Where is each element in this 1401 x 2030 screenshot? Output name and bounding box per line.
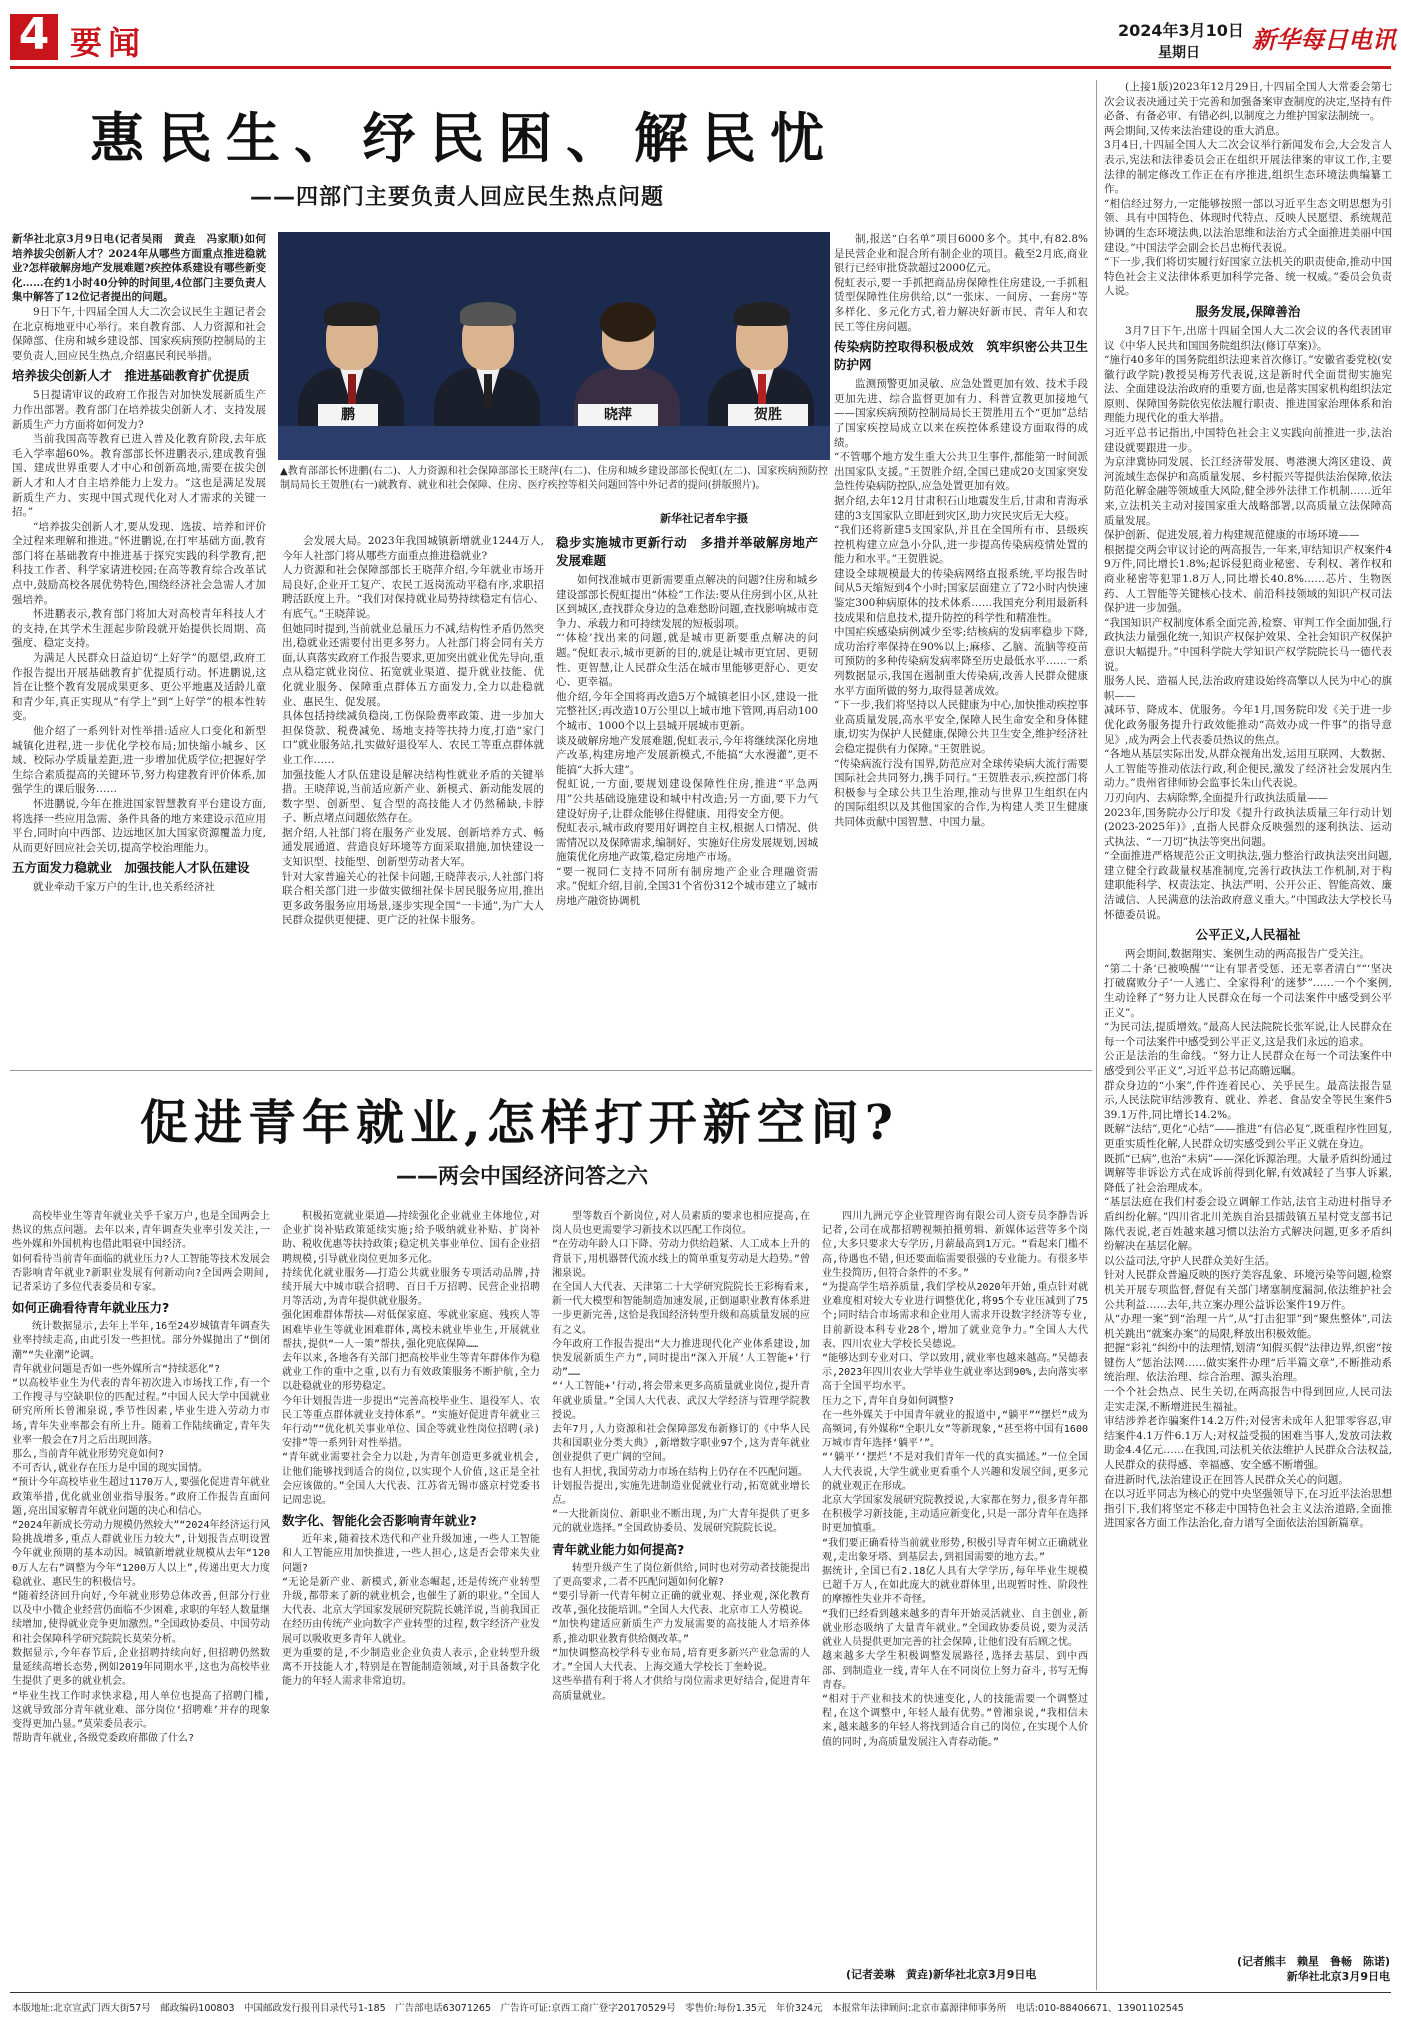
photo-caption: ▲教育部部长怀进鹏(右二)、人力资源和社会保障部部长王晓萍(右二)、住房和城乡建设部部长倪虹(左二)、国家疾病预防控制局局长王贺胜(右一)就教育、就业和社会保障、住房、医疗疾控等相关问题回答中外记者的提问(拼版照片)。: [280, 466, 828, 491]
article1-paragraph: “培养拔尖创新人才,要从发现、选拔、培养和评价全过程来理解和推进。”怀进鹏说,在打牢基础方面,教育部门将在基础教育中推进基于探究实践的科学教育,把科技工作者、科学家请进校园;在高等教育综合改革试点中,鼓励高校各展优势特色,围绕经济社会急需人才加强培养。: [12, 520, 266, 606]
article2-column-3: [552, 1210, 810, 1980]
article1-paragraph: 5日提请审议的政府工作报告对加快发展新质生产力作出部署。教育部门在培养拔尖创新人才、支持发展新质生产力方面将如何发力?: [12, 389, 266, 431]
footer-imprint: 本版地址:北京宣武门西大街57号 邮政编码100803 中国邮政发行报刊目录代号1-185 广告部电话63071265 广告许可证:京西工商广登字20170529号 零售价:每份1.35元 年价324元 本报常年法律顾问:北京市嘉源律师事务所 电话:010-88406671、13901102545: [12, 2003, 1184, 2014]
article2-column-1: [12, 1210, 270, 1980]
section-name: 要闻: [70, 24, 147, 62]
article2-column-2-body: 积极拓宽就业渠道——持续强化企业就业主体地位,对企业扩岗补贴政策延续实施;给予吸纳就业补贴、扩岗补助、税收优惠等扶持政策;稳定机关事业单位、国有企业招聘规模,引导就业岗位更加多元化。 持续优化就业服务——打造公共就业服务专项活动品牌,持续开展大中城市联合招聘、百日千万招聘、民营企业招聘月等活动,为青年提供就业服务。 强化困难群体帮扶——对低保家庭、零就业家庭、残疾人等困难毕业生等就业困难群体,离校未就业毕业生,开展就业帮扶,提供“一人一策”帮扶,强化兜底保障…… 去年以来,各地各有关部门把高校毕业生等青年群体作为稳就业工作的重中之重,以有力有效政策服务不断护航,全力以赴稳就业的形势稳定。 今年计划报告进一步提出“完善高校毕业生、退役军人、农民工等重点群体就业支持体系”。“实施好促进青年就业三年行动”“优化机关事业单位、国企等就业性岗位招聘(录)安排”等一系列针对性举措。 “青年就业需要社会全力以赴,为青年创造更多就业机会,让他们能够找到适合的岗位,以实现个人价值,这正是全社会应该做的。”全国人大代表、江苏省无锡市盛京村党委书记周忠说。: [282, 1211, 540, 1507]
article1-column-2: 会发展大局。2023年我国城镇新增就业1244万人,今年人社部门将从哪些方面重点推进稳就业? 人力资源和社会保障部部长王晓萍介绍,今年就业市场开局良好,企业开工复产、农民工返岗流动平稳有序,求职招聘活跃度上升。“我们对保持就业局势持续稳定有信心、有底气。”王晓萍说。 但她同时提到,当前就业总量压力不减,结构性矛盾仍然突出,稳就业还需要付出更多努力。人社部门将会同有关方面,认真落实政府工作报告要求,更加突出就业优先导向,重点从稳定就业岗位、拓宽就业渠道、提升就业技能、优化就业服务、保障重点群体五方面发力,全力以赴稳就业、惠民生、促发展。 具体包括持续减负稳岗,工伤保险费率政策、进一步加大担保贷款、税费减免、场地支持等扶持力度,打造“家门口”就业服务站,扎实做好退役军人、农民工等重点群体就业工作…… 加强技能人才队伍建设是解决结构性就业矛盾的关键举措。王晓萍说,当前适应新产业、新模式、新动能发展的数字型、创新型、复合型的高技能人才仍然稀缺,卡脖子、断点堵点问题依然存在。 据介绍,人社部门将在服务产业发展、创新培养方式、畅通发展通道、营造良好环境等方面采取措施,加快建设一支知识型、技能型、创新型劳动者大军。 针对大家普遍关心的社保卡问题,王晓萍表示,人社部门将联合相关部门进一步做实做细社保卡居民服务应用,推出更多政务服务应用场景,逐步实现全国“一卡通”,为广大人民群众提供更便捷、更广泛的社保卡服务。: [282, 535, 544, 927]
photo-desk: [278, 426, 830, 460]
article1-paragraph: 怀进鹏表示,教育部门将加大对高校青年科技人才的支持,在其学术生涯起步阶段就开始提供长周期、高强度、稳定支持。: [12, 608, 266, 650]
article1-column-4: [834, 232, 1088, 1062]
article2-subheading: 青年就业能力如何提高?: [552, 1541, 685, 1557]
photo-credit: 新华社记者牟宇摄: [660, 512, 748, 525]
article-divider: [10, 1070, 1092, 1071]
article3-subheading: 服务发展,保障善治: [1195, 303, 1301, 319]
article1-paragraph: 就业牵动千家万户的生计,也关系经济社: [33, 881, 215, 894]
article1-paragraph: 9日下午,十四届全国人大二次会议民生主题记者会在北京梅地亚中心举行。来自教育部、人力资源和社会保障部、住房和城乡建设部、国家疾病预防控制局的主要负责人,回应民生热点,介绍惠民利民举措。: [12, 305, 266, 362]
article2-column-3-body: 型等数百个新岗位,对人员素质的要求也相应提高,在岗人员也更需要学习新技术以匹配工作岗位。 “在劳动年龄人口下降、劳动力供给趋紧、人工成本上升的背景下,用机器替代流水线上的简单重复劳动是大趋势。”曾湘泉说。 在全国人大代表、天津第二十大学研究院院长王彩梅看来,新一代大模型和智能制造加速发展,正倒逼职业教育体系进一步更新完善,这恰是我国经济转型升级和高质量发展的应有之义。 今年政府工作报告提出“大力推进现代化产业体系建设,加快发展新质生产力”,同时提出“深入开展‘人工智能+’行动”…… “‘人工智能+’行动,将会带来更多高质量就业岗位,提升青年就业质量。”全国人大代表、武汉大学经济与管理学院教授说。 去年7月,人力资源和社会保障部发布新修订的《中华人民共和国职业分类大典》,新增数字职业97个,这为青年就业创业提供了更广阔的空间。 也有人担忧,我国劳动力市场在结构上仍存在不匹配问题。 计划报告提出,实施先进制造业促就业行动,拓宽就业增长点。 “一大批新岗位、新职业不断出现,为广大青年提供了更多元的就业选择。”全国政协委员、发展研究院院长说。: [552, 1211, 810, 1535]
footer-rule: [10, 1992, 1391, 1993]
article1-column-3: [556, 534, 818, 1062]
article2-column-3-body-2: 转型升级产生了岗位新供给,同时也对劳动者技能提出了更高要求,二者不匹配问题如何化解? “要引导新一代青年树立正确的就业观、择业观,深化教育改革,强化技能培训。”全国人大代表、北京市工人劳模说。 “加快构建适应新质生产力发展需要的高技能人才培养体系,推动职业教育供给侧改革。” “加快调整高校学科专业布局,培育更多新兴产业急需的人才。”全国人大代表、上海交通大学校长丁奎岭说。 这些举措有利于将人才供给与岗位需求更好结合,促进青年高质量就业。: [552, 1562, 810, 1702]
article2-column-4: [822, 1210, 1088, 1966]
article1-column-3-body: 如何找准城市更新需要重点解决的问题?住房和城乡建设部部长倪虹提出“体检”工作法:要从住房到小区,从社区到城区,查找群众身边的急难愁盼问题,查找影响城市竞争力、承载力和可持续发展的短板弱项。 “‘体检’找出来的问题,就是城市更新要重点解决的问题。”倪虹表示,城市更新的目的,就是让城市更宜居、更韧性、更智慧,让人民群众生活在城市里能够更舒心、更安心、更幸福。 他介绍,今年全国将再改造5万个城镇老旧小区,建设一批完整社区;再改造10万公里以上城市地下管网,再启动100个城市、1000个以上县城开展城市更新。 谈及破解房地产发展难题,倪虹表示,今年将继续深化房地产改革,构建房地产发展新模式,不能搞“大水漫灌”,更不能搞“大拆大建”。 倪虹说,一方面,要规划建设保障性住房,推进“平急两用”公共基础设施建设和城中村改造;另一方面,要下力气建设好房子,让群众能够住得健康、用得安全方便。 倪虹表示,城市政府要用好调控自主权,根据人口情况、供需情况以及保障需求,编制好、实施好住房发展规划,因城施策优化房地产政策,稳定房地产市场。 “要一视同仁支持不同所有制房地产企业合理融资需求。”倪虹介绍,目前,全国31个省份312个城市建立了城市房地产融资协调机: [556, 574, 818, 908]
article2-column-4-body: 四川九洲元亨企业管理咨询有限公司人资专员李静告诉记者,公司在成都招聘视频拍摄剪辑、新媒体运营等多个岗位,大多只要求大专学历,月薪最高到1万元。“看起来门槛不高,待遇也不错,但还要面临需要很强的专业能力。有很多毕业生投简历,但符合条件的不多。” “为提高学生培养质量,我们学校从2020年开始,重点针对就业难度相对较大专业进行调整优化,将95个专业压减到了75个;同时结合市场需求和企业用人需求开设数字经济等专业,目前新设本科专业28个,增加了就业竞争力。”全国人大代表、四川农业大学校长吴德说。 “能够达到专业对口、学以致用,就业率也越来越高。”吴德表示,2023年四川农业大学毕业生就业率达到90%,去向落实率高于全国平均水平。 压力之下,青年自身如何调整? 在一些外媒关于中国青年就业的报道中,“躺平”“摆烂”成为高频词,有外媒称“全职儿女”等新现象,“甚至将中国有1600万城市青年选择‘躺平’”。 “‘躺平’‘摆烂’不是对我们青年一代的真实描述。”一位全国人大代表说,大学生就业更看重个人兴趣和发展空间,更多元的就业观正在形成。 北京大学国家发展研究院教授说,大家都在努力,很多青年都在积极学习新技能,主动适应新变化,只是一部分青年在选择时更加慎重。 “我们要正确看待当前就业形势,积极引导青年树立正确就业观,走出象牙塔、到基层去,到祖国需要的地方去。” 据统计,全国已有2.18亿人具有大学学历,每年毕业生规模已超千万人,在如此庞大的就业群体里,出现暂时性、阶段性的摩擦性失业并不奇怪。 “我们已经看到越来越多的青年开始灵活就业、自主创业,新就业形态吸纳了大量青年就业。”全国政协委员说,要为灵活就业人员提供更加完善的社会保障,让他们没有后顾之忧。 越来越多大学生积极调整发展路径,选择去基层、到中西部、到制造业一线,青年人在不同岗位上努力奋斗,书写无悔青春。 “相对于产业和技术的快速变化,人的技能需要一个调整过程,在这个调整中,年轻人最有优势。”曾湘泉说,“我相信未来,越来越多的年轻人将找到适合自己的岗位,在实现个人价值的同时,为高质量发展注入青春动能。”: [822, 1211, 1088, 1748]
article3-byline: (记者熊丰 赖星 鲁畅 陈诺) 新华社北京3月9日电: [1236, 1955, 1390, 1983]
article3-column: [1104, 80, 1392, 1950]
article3-subheading: 公平正义,人民福祉: [1195, 927, 1301, 943]
article3-body: (上接1版)2023年12月29日,十四届全国人大常委会第七次会议表决通过关于完善和加强备案审查制度的决定,坚持有件必备、有备必审、有错必纠,以制度之力维护国家法制统一。 两会期间,又传来法治建设的重大消息。 3月4日,十四届全国人大二次会议举行新闻发布会,大会发言人表示,宪法和法律委员会正在组织开展法律案的审议工作,主要法律的制定修改工作正在有序推进,组织生态环境法典编纂工作。 “相信经过努力,一定能够按照一部以习近平生态文明思想为引领、具有中国特色、体现时代特点、反映人民愿望、系统规范协调的生态环境法典,以法治思维和法治方式全面推进美丽中国建设。”中国法学会副会长吕忠梅代表说。 “下一步,我们将切实履行好国家立法机关的职责使命,推动中国特色社会主义法律体系更加科学完备、统一权威。”委员会负责人说。: [1104, 81, 1392, 298]
article1-subheading: 传染病防控取得积极成效 筑牢织密公共卫生防护网: [834, 339, 1088, 373]
nameplate-2: 晓萍: [578, 404, 658, 426]
article2-column-2: [282, 1210, 540, 1980]
nameplate-3: 贺胜: [728, 404, 808, 426]
brand-logo: 新华每日电讯: [1252, 25, 1396, 54]
article1-column-4-body: 制,报送“白名单”项目6000多个。其中,有82.8%是民营企业和混合所有制企业的项目。截至2月底,商业银行已经审批贷款超过2000亿元。 倪虹表示,要一手抓把商品房保障性住房建设,一手抓租赁型保障性住房供给,以“一张床、一间房、一套房”等多样化、多元化方式,着力解决好新市民、青年人和农民工等住房问题。: [834, 233, 1088, 333]
article3-body-3: 两会期间,数据翔实、案例生动的两高报告广受关注。 “第二十条‘已被唤醒’”“让有罪者受惩、还无辜者清白”“‘坚决打破腐败分子‘一人逃亡、全家得利’的迷梦”……一个个案例,生动诠释了“努力让人民群众在每一个司法案件中感受到公平正义”。 “为民司法,提质增效。”最高人民法院院长张军说,让人民群众在每一个司法案件中感受到公平正义,这是我们永远的追求。 公正是法治的生命线。“努力让人民群众在每一个司法案件中感受到公平正义”,习近平总书记高瞻远瞩。 群众身边的“小案”,件件连着民心、关乎民生。最高法报告显示,人民法院审结涉教育、就业、养老、食品安全等民生案件539.1万件,同比增长14.2%。 既解“法结”,更化“心结”——推进“有信必复”,既重程序性回复,更重实质性化解,人民群众切实感受到公平正义就在身边。 既抓“已病”,也治“未病”——深化诉源治理。大量矛盾纠纷通过调解等非诉讼方式在成诉前得到化解,有效减轻了当事人诉累,降低了社会治理成本。 “基层法庭在我们村委会设立调解工作站,法官主动进村指导矛盾纠纷化解。”四川省北川羌族自治县擂鼓镇五星村党支部书记陈代表说,老百姓越来越习惯以法治方式解决问题,更多矛盾纠纷解决在基层化解。 以公益司法,守护人民群众美好生活。 针对人民群众普遍反映的医疗美容乱象、环境污染等问题,检察机关开展专项监督,督促有关部门堵塞制度漏洞,依法维护社会公共利益……去年,共立案办理公益诉讼案件19万件。 从“办理一案”到“治理一片”,从“打击犯罪”到“聚焦整体”,司法机关跳出“就案办案”的局限,释放出积极效能。 把握“彩礼”纠纷中的法理情,划清“知假买假”法律边界,织密“按键伤人”惩治法网……做实案件办理“后半篇文章”,不断推动系统治理、依法治理、综合治理、源头治理。 一个个社会热点、民生关切,在两高报告中得到回应,人民司法走实走深,不断增进民生福祉。 审结涉养老诈骗案件14.2万件;对侵害未成年人犯罪零容忍,审结案件4.1万件6.1万人;对权益受损的困难当事人,发放司法救助金4.4亿元……在我国,司法机关依法维护人民群众合法权益,人民群众的获得感、幸福感、安全感不断增强。 奋进新时代,法治建设正在回答人民群众关心的问题。 在以习近平同志为核心的党中央坚强领导下,在习近平法治思想指引下,我们将坚定不移走中国特色社会主义法治道路,全面推进国家各方面工作法治化,奋力谱写全面依法治国新篇章。: [1104, 948, 1392, 1530]
article1-headline: 惠民生、纾民困、解民忧: [90, 106, 838, 170]
article2-column-2-body-2: 近年来,随着技术迭代和产业升级加速,一些人工智能和人工智能应用加快推进,一些人担心,这是否会带来失业问题? “无论是新产业、新模式,新业态崛起,还是传统产业转型升级,都带来了新的就业机会,也催生了新的职业。”全国人大代表、北京大学国家发展研究院院长姚洋说,当前我国正在经历由传统产业向数字产业转型的过程,数字经济产业发展可以吸收更多青年人就业。 更为重要的是,不少制造业企业负责人表示,企业转型升级离不开技能人才,特别是在智能制造领域,对于具备数字化能力的年轻人需求非常迫切。: [282, 1534, 540, 1688]
column-divider: [1096, 80, 1097, 1990]
article1-subtitle: ——四部门主要负责人回应民生热点问题: [250, 185, 665, 210]
article2-lead: 高校毕业生等青年就业关乎千家万户,也是全国两会上热议的焦点问题。去年以来,青年调查失业率引发关注,一些外媒和外国机构也借此唱衰中国经济。 如何看待当前青年面临的就业压力?人工智能等技术发展会否影响青年就业?新职业发展有何新动向?全国两会期间,记者采访了多位代表委员和专家。: [12, 1211, 270, 1294]
article1-subheading: 五方面发力稳就业 加强技能人才队伍建设: [12, 860, 250, 876]
article1-paragraph: 怀进鹏说,今年在推进国家智慧教育平台建设方面,将选择一些应用急需、条件具备的地方来建设示范应用平台,同时向中西部、边远地区加大国家资源覆盖力度,从而更好回应社会关切,提高学校治理能力。: [12, 797, 266, 854]
article2-headline: 促进青年就业,怎样打开新空间?: [140, 1095, 899, 1151]
press-conference-photo: [278, 232, 830, 460]
article3-body-2: 3月7日下午,出席十四届全国人大二次会议的各代表团审议《中华人民共和国国务院组织法(修订草案)》。 “施行40多年的国务院组织法迎来首次修订。”安徽省委党校(安徽行政学院)教授吴梅芳代表说,这是新时代全面贯彻实施宪法、全面建设法治政府的重要方面,也是落实国家机构组织法定原则、保障国务院依宪依法履行职责、推进国家治理体系和治理能力现代化的重大举措。 习近平总书记指出,中国特色社会主义实践向前推进一步,法治建设就要跟进一步。 为京津冀协同发展、长江经济带发展、粤港澳大湾区建设、黄河流域生态保护和高质量发展、乡村振兴等提供法治保障,依法防范化解金融等领域重大风险,健全涉外法律工作机制……近年来,立法机关主动对接国家重大战略部署,以高质量立法保障高质量发展。 保护创新、促进发展,着力构建规范健康的市场环境—— 根据提交两会审议讨论的两高报告,一年来,审结知识产权案件49万件,同比增长1.8%;起诉侵犯商业秘密、专利权、著作权和商业秘密等犯罪1.8万人,同比增长40.8%……芯片、生物医药、人工智能等关键核心技术、前沿科技领域的知识产权司法保护进一步加强。 “我国知识产权制度体系全面完善,检察、审判工作全面加强,行政执法力量强化统一,知识产权保护效果、全社会知识产权保护意识大幅提升。”中国科学院大学知识产权学院院长马一德代表说。 服务人民、造福人民,法治政府建设始终高擎以人民为中心的旗帜—— 减环节、降成本、优服务。今年1月,国务院印发《关于进一步优化政务服务提升行政效能推动“高效办成一件事”的指导意见》,成为两会上代表委员热议的焦点。 “各地从基层实际出发,从群众视角出发,运用互联网、大数据、人工智能等推动依法行政,利企便民,激发了经济社会发展内生动力。”贵州省律师协会监事长朱山代表说。 刀刃向内、去病除弊,全面提升行政执法质量—— 2023年,国务院办公厅印发《提升行政执法质量三年行动计划(2023-2025年)》,直指人民群众反映强烈的逐利执法、运动式执法、“一刀切”执法等突出问题。 “全面推进严格规范公正文明执法,强力整治行政执法突出问题,建立健全行政裁量权基准制度,完善行政执法工作机制,对于构建职能科学、权责法定、执法严明、公开公正、智能高效、廉洁诚信、人民满意的法治政府意义重大。”中国政法大学校长马怀德委员说。: [1104, 324, 1392, 921]
article2-subheading: 数字化、智能化会否影响青年就业?: [282, 1513, 477, 1529]
article1-column-4-body-2: 监测预警更加灵敏、应急处置更加有效、技术手段更加先进、综合监督更加有力、科普宣教更加接地气——国家疾病预防控制局局长王贺胜用五个“更加”总结了国家疾控局成立以来在疾控体系建设方面取得的成绩。 “不管哪个地方发生重大公共卫生事件,都能第一时间派出国家队支援。”王贺胜介绍,全国已建成20支国家突发急性传染病防控队,应急处置更加有效。 据介绍,去年12月甘肃积石山地震发生后,甘肃和青海承建的3支国家队立即赶到灾区,助力灾民灾后无大疫。 “我们还将新建5支国家队,并且在全国所有市、县级疾控机构建立应急小分队,进一步提高传染病疫情处置的能力和水平。”王贺胜说。 建设全球规模最大的传染病网络直报系统,平均报告时间从5天缩短到4个小时;国家层面建立了72小时内快速鉴定300种病原体的技术体系……我国充分利用最新科技成果和信息技术,提升防控的科学性和精准性。 中国疟疾感染病例减少至零;结核病的发病率稳步下降,成功治疗率保持在90%以上;麻疹、乙脑、流脑等疫苗可预防的多种传染病发病率降至历史最低水平……一系列数据显示,我国在遏制重大传染病,改善人民群众健康水平方面所做的努力,取得显著成效。 “下一步,我们将坚持以人民健康为中心,加快推动疾控事业高质量发展,高水平安全,保障人民生命安全和身体健康,切实为保护人民健康,保障公共卫生安全,维护经济社会稳定提供有力保障。”王贺胜说。 “传染病流行没有国界,防范应对全球传染病大流行需要国际社会共同努力,携手同行。”王贺胜表示,疾控部门将积极参与全球公共卫生治理,推动与世界卫生组织在内的国际组织以及其他国家的合作,为构建人类卫生健康共同体贡献中国智慧、中国力量。: [834, 378, 1088, 828]
article1-paragraph: 当前我国高等教育已进入普及化教育阶段,去年底毛入学率超60%。教育部部长怀进鹏表示,建成教育强国、建成世界重要人才中心和创新高地,需要在拔尖创新人才和人才自主培养能力上发力。“这也是满足发展新质生产力、实现中国式现代化对人才需求的关键一招。”: [12, 433, 266, 519]
article1-subheading: 培养拔尖创新人才 推进基础教育扩优提质: [12, 368, 250, 384]
article1-paragraph: 他介绍了一系列针对性举措:适应人口变化和新型城镇化进程,进一步优化学校布局;加快缩小城乡、区域、校际办学质量差距,进一步增加优质学位;把握好学生综合素质提高的关键环节,努力构建教育评价体系,加强学生的课后服务……: [12, 725, 266, 796]
issue-date: 2024年3月10日: [1118, 21, 1244, 40]
issue-weekday: 星期日: [1158, 45, 1200, 61]
header-rule: [10, 66, 1391, 69]
article2-byline: (记者姜琳 黄垚)新华社北京3月9日电: [846, 1968, 1037, 1981]
nameplate-1: 鹏: [318, 404, 378, 426]
article1-lead: 新华社北京3月9日电(记者吴雨 黄垚 冯家顺)如何培养拔尖创新人才？2024年从哪些方面重点推进稳就业?怎样破解房地产发展难题?疾控体系建设有哪些新变化……在约1小时40分钟的时间里,4位部门主要负责人集中解答了12位记者提出的问题。: [12, 233, 266, 304]
article2-subtitle: ——两会中国经济问答之六: [396, 1164, 648, 1188]
article2-subheading: 如何正确看待青年就业压力?: [12, 1300, 170, 1316]
page-number: 4: [18, 9, 50, 60]
article1-paragraph: 为满足人民群众日益迫切“上好学”的愿望,政府工作报告提出开展基础教育扩优提质行动。怀进鹏说,这旨在让整个教育发展成果更多、更公平地惠及适龄儿童和青少年,真正实现从“有学上”到“上好学”的根本性转变。: [12, 652, 266, 723]
article2-column-1-body: 统计数据显示,去年上半年,16至24岁城镇青年调查失业率持续走高,由此引发一些担忧。部分外媒抛出了“倒闭潮”“失业潮”论调。 青年就业问题是否如一些外媒所言“持续恶化”? “以高校毕业生为代表的青年初次进入市场找工作,有一个工作搜寻与空缺职位的匹配过程。”中国人民大学中国就业研究所所长曾湘泉说,季节性因素,毕业生进入劳动力市场,青年失业率都会有所上升。随着工作陆续确定,青年失业率一般会在7月之后出现回落。 那么,当前青年就业形势究竟如何? 不可否认,就业存在压力是中国的现实国情。 “预计今年高校毕业生超过1170万人,要强化促进青年就业政策举措,优化就业创业指导服务。”政府工作报告直面问题,亮出国家解青年就业问题的决心和信心。 “2024年新成长劳动力规模仍然较大”“2024年经济运行风险挑战增多,重点人群就业压力较大”,计划报告点明设置今年就业预期的基本动因。城镇新增就业规模从去年“1200万人左右”调整为今年“1200万人以上”,传递出更大力度稳就业、惠民生的积极信号。 “随着经济回升向好,今年就业形势总体改善,但部分行业以及中小微企业经营仍面临不少困难,求职的年轻人数量继续增加,使得就业竞争更加激烈。”全国政协委员、中国劳动和社会保障科学研究院院长莫荣分析。 数据显示,今年春节后,企业招聘持续向好,但招聘仍然数量延续高增长态势,例如2019年同期水平,这也为高校毕业生提供了更多的就业机会。 “毕业生找工作时求快求稳,用人单位也提高了招聘门槛,这就导致部分青年就业难、部分岗位‘招聘难’并存的现象变得更加凸显。”莫荣委员表示。 帮助青年就业,各级党委政府都做了什么?: [12, 1321, 270, 1745]
article1-column-1: [12, 232, 266, 1062]
article1-subheading: 稳步实施城市更新行动 多措并举破解房地产发展难题: [556, 535, 818, 568]
